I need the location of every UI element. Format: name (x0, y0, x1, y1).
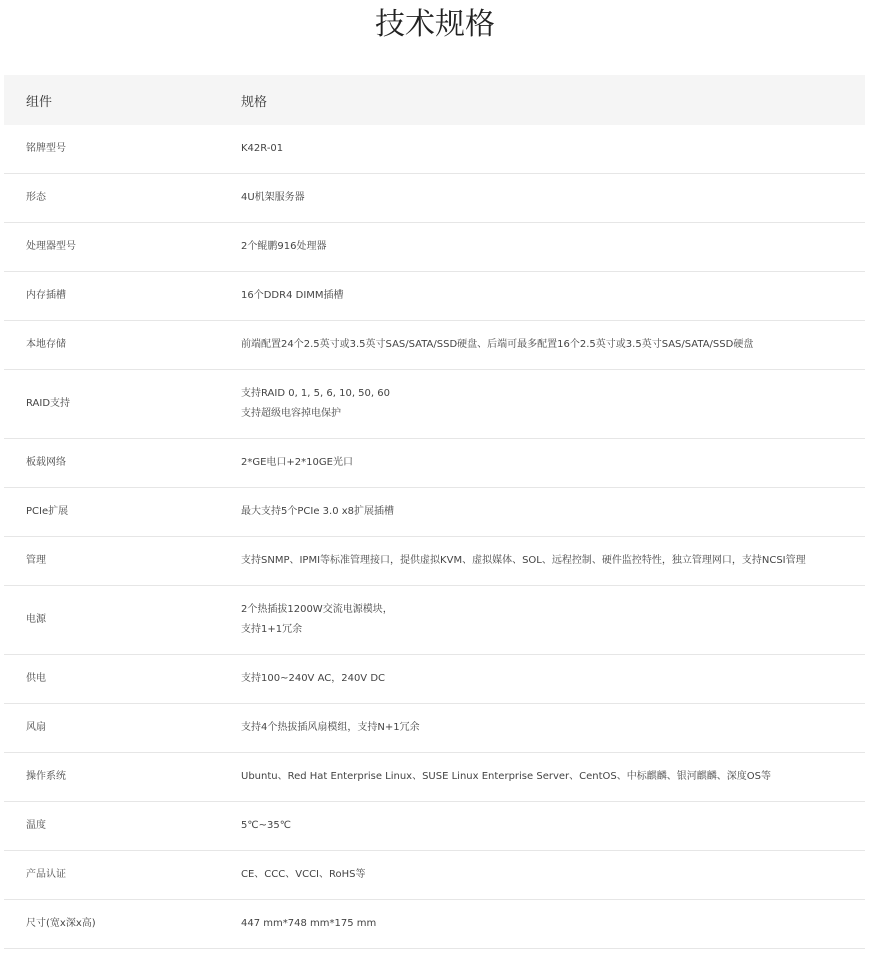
table-row (4, 321, 865, 370)
row-value (219, 753, 865, 802)
row-value-line: 支持100~240V AC，240V DC (241, 673, 386, 684)
row-value-line: 支持4个热拔插风扇模组，支持N+1冗余 (241, 722, 420, 733)
table-row (4, 272, 865, 321)
column-header-component: 组件 (4, 75, 219, 125)
table-row (4, 802, 865, 851)
row-label: RAID支持 (4, 370, 219, 439)
row-value-line: 最大支持5个PCIe 3.0 x8扩展插槽 (241, 506, 395, 517)
row-value-line: 5℃~35℃ (241, 820, 291, 831)
page-title: 技术规格 (375, 7, 495, 42)
row-value (219, 370, 865, 439)
row-label: 操作系统 (4, 753, 219, 802)
row-value-line: 支持超级电容掉电保护 (241, 408, 341, 419)
row-value-line: 4U机架服务器 (241, 192, 305, 203)
table-row (4, 125, 865, 174)
table-row (4, 370, 865, 439)
row-value (219, 586, 865, 655)
table-row (4, 223, 865, 272)
table-row (4, 900, 865, 949)
row-label: PCIe扩展 (4, 488, 219, 537)
row-label: 温度 (4, 802, 219, 851)
row-value (219, 321, 865, 370)
row-label: 风扇 (4, 704, 219, 753)
row-value (219, 655, 865, 704)
column-header-spec: 规格 (219, 75, 865, 125)
row-label: 板载网络 (4, 439, 219, 488)
row-value-line: 支持RAID 0, 1, 5, 6, 10, 50, 60 (241, 388, 390, 399)
row-value (219, 125, 865, 174)
row-value (219, 439, 865, 488)
row-value (219, 900, 865, 949)
row-label: 内存插槽 (4, 272, 219, 321)
table-row (4, 439, 865, 488)
row-value-line: 支持1+1冗余 (241, 624, 303, 635)
spec-rows (4, 125, 865, 949)
table-row (4, 586, 865, 655)
row-value-line: 前端配置24个2.5英寸或3.5英寸SAS/SATA/SSD硬盘、后端可最多配置16个2.5英寸或3.5英寸SAS/SATA/SSD硬盘 (241, 339, 754, 350)
row-value-line: 2个鲲鹏916处理器 (241, 241, 327, 252)
spec-table (4, 75, 865, 949)
table-row (4, 704, 865, 753)
table-row (4, 174, 865, 223)
row-value-line: 2*GE电口+2*10GE光口 (241, 457, 353, 468)
row-value (219, 174, 865, 223)
row-label: 本地存储 (4, 321, 219, 370)
row-label: 形态 (4, 174, 219, 223)
row-value (219, 704, 865, 753)
row-value-line: CE、CCC、VCCI、RoHS等 (241, 869, 366, 880)
row-value (219, 223, 865, 272)
row-value-line: 2个热插拔1200W交流电源模块， (241, 604, 393, 615)
row-value (219, 537, 865, 586)
table-row (4, 655, 865, 704)
row-label: 产品认证 (4, 851, 219, 900)
row-value-line: Ubuntu、Red Hat Enterprise Linux、SUSE Linux Enterprise Server、CentOS、中标麒麟、银河麒麟、深度OS等 (241, 771, 771, 782)
row-label: 尺寸(宽x深x高) (4, 900, 219, 949)
table-row (4, 488, 865, 537)
table-row (4, 851, 865, 900)
row-label: 供电 (4, 655, 219, 704)
row-label: 管理 (4, 537, 219, 586)
row-value-line: K42R-01 (241, 143, 284, 154)
row-value (219, 802, 865, 851)
row-label: 处理器型号 (4, 223, 219, 272)
table-row (4, 753, 865, 802)
row-label: 铭牌型号 (4, 125, 219, 174)
table-row (4, 537, 865, 586)
row-value-line: 16个DDR4 DIMM插槽 (241, 290, 344, 301)
row-value (219, 272, 865, 321)
row-value (219, 488, 865, 537)
table-header-row (4, 75, 865, 125)
row-value-line: 支持SNMP、IPMI等标准管理接口，提供虚拟KVM、虚拟媒体、SOL、远程控制、硬件监控特性，独立管理网口，支持NCSI管理 (241, 555, 806, 566)
row-value-line: 447 mm*748 mm*175 mm (241, 918, 377, 929)
row-value (219, 851, 865, 900)
row-label: 电源 (4, 586, 219, 655)
